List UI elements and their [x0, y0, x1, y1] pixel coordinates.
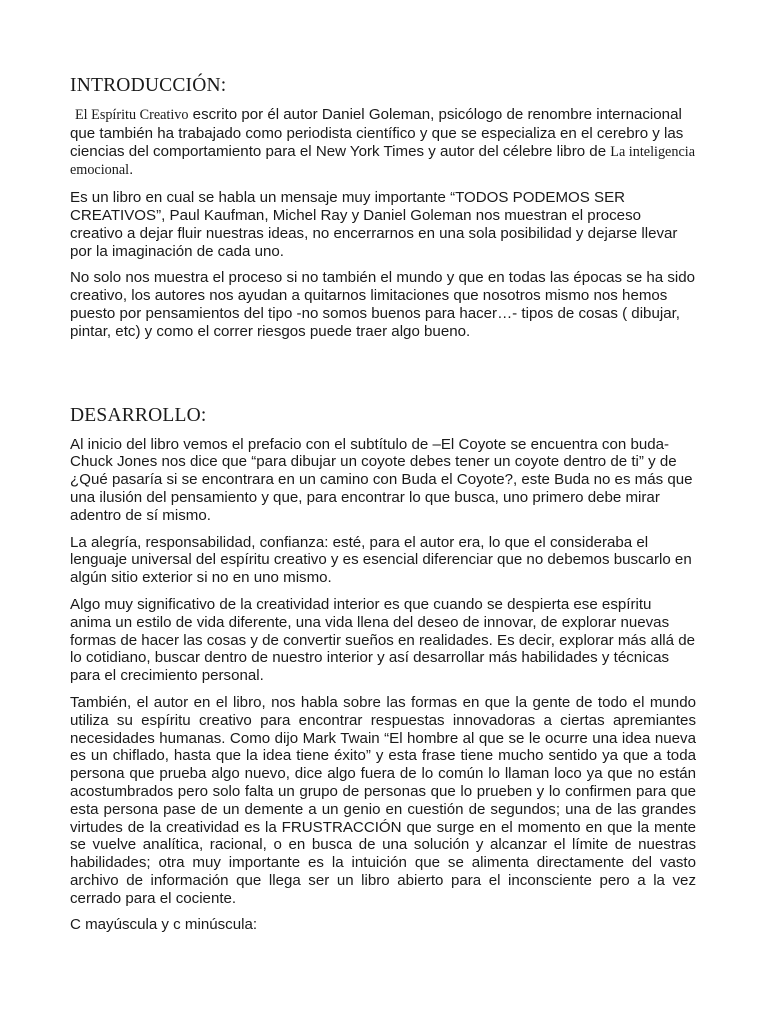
desarrollo-paragraph-2: La alegría, responsabilidad, confianza: esté, para el autor era, lo que el consideraba el lenguaje universal del espíritu creativo y es esencial diferenciar que no debemos buscarlo en algún sitio exterior si no en uno mismo.	[70, 533, 692, 587]
book-reference: La inteligencia emocional	[70, 143, 695, 179]
desarrollo-paragraph-1: Al inicio del libro vemos el prefacio con el subtítulo de –El Coyote se encuentra con buda-Chuck Jones nos dice que “para dibujar un coyote debes tener un coyote dentro de ti” y de ¿Qué pasaría si se encontrara en un camino con Buda el Coyote?, este Buda no es más que una ilusión del pensamiento y que, para encontrar lo que busca, uno primero debe mirar adentro de sí mismo.	[70, 435, 693, 524]
desarrollo-heading: DESARROLLO:	[70, 404, 207, 426]
intro-paragraph-3: No solo nos muestra el proceso si no también el mundo y que en todas las épocas se ha sido creativo, los autores nos ayudan a quitarnos limitaciones que nosotros mismo nos hemos puesto por pensamientos del tipo -no somos buenos para hacer…- tipos de cosas ( dibujar, pintar, etc) y como el correr riesgos puede traer algo bueno.	[70, 269, 696, 340]
book-title: El Espíritu Creativo	[75, 107, 189, 123]
intro-paragraph-2: Es un libro en cual se habla un mensaje muy importante “TODOS PODEMOS SER CREATIVOS”, Paul Kaufman, Michel Ray y Daniel Goleman nos muestran el proceso creativo a dejar fluir nuestras ideas, no encerrarnos en una sola posibilidad y dejarse llevar por la imaginación de cada uno.	[70, 189, 678, 260]
document-page	[70, 74, 696, 943]
intro-paragraph-1-text-a: escrito por él autor Daniel Goleman, psicólogo de renombre internacional que también ha trabajado como periodista científico y que se especializa en el cerebro y las ciencias del comportamiento para el New York Times y autor del célebre libro de	[70, 106, 684, 160]
intro-paragraph-1	[70, 106, 696, 180]
intro-heading: INTRODUCCIÓN:	[70, 75, 227, 96]
desarrollo-paragraph-5: C mayúscula y c minúscula:	[70, 916, 258, 934]
desarrollo-paragraph-3: Algo muy significativo de la creatividad interior es que cuando se despierta ese espíritu anima un estilo de vida diferente, una vida llena del deseo de innovar, de explorar nuevas formas de hacer las cosas y de convertir sueños en realidades. Es decir, explorar más allá de lo cotidiano, buscar dentro de nuestro interior y así desarrollar más habilidades y técnicas para el crecimiento personal.	[70, 595, 696, 685]
section-spacer	[70, 350, 696, 404]
intro-paragraph-1-text-b: .	[129, 161, 134, 179]
desarrollo-paragraph-4: También, el autor en el libro, nos habla sobre las formas en que la gente de todo el mundo utiliza su espíritu creativo para encontrar respuestas innovadoras a ciertas apremiantes necesidades humanas. Como dijo Mark Twain “El hombre al que se le ocurre una idea nueva es un chiflado, hasta que la idea tiene éxito” y esta frase tiene mucho sentido ya que a toda persona que prueba algo nuevo, dice algo fuera de lo común lo llaman loco ya que no están acostumbrados pero solo falta un grupo de personas que lo prueben y lo confirmen para que esta persona pase de un demente a un genio en cuestión de segundos; una de las grandes virtudes de la creatividad es la FRUSTRACCIÓN que surge en el momento en que la mente se vuelve analítica, racional, o en busca de una solución y alcanzar el límite de nuestras habilidades; otra muy importante es la intuición que se alimenta directamente del vasto archivo de información que llega ser un libro abierto para el inconsciente pero a la vez cerrado para el cociente.	[70, 693, 696, 907]
